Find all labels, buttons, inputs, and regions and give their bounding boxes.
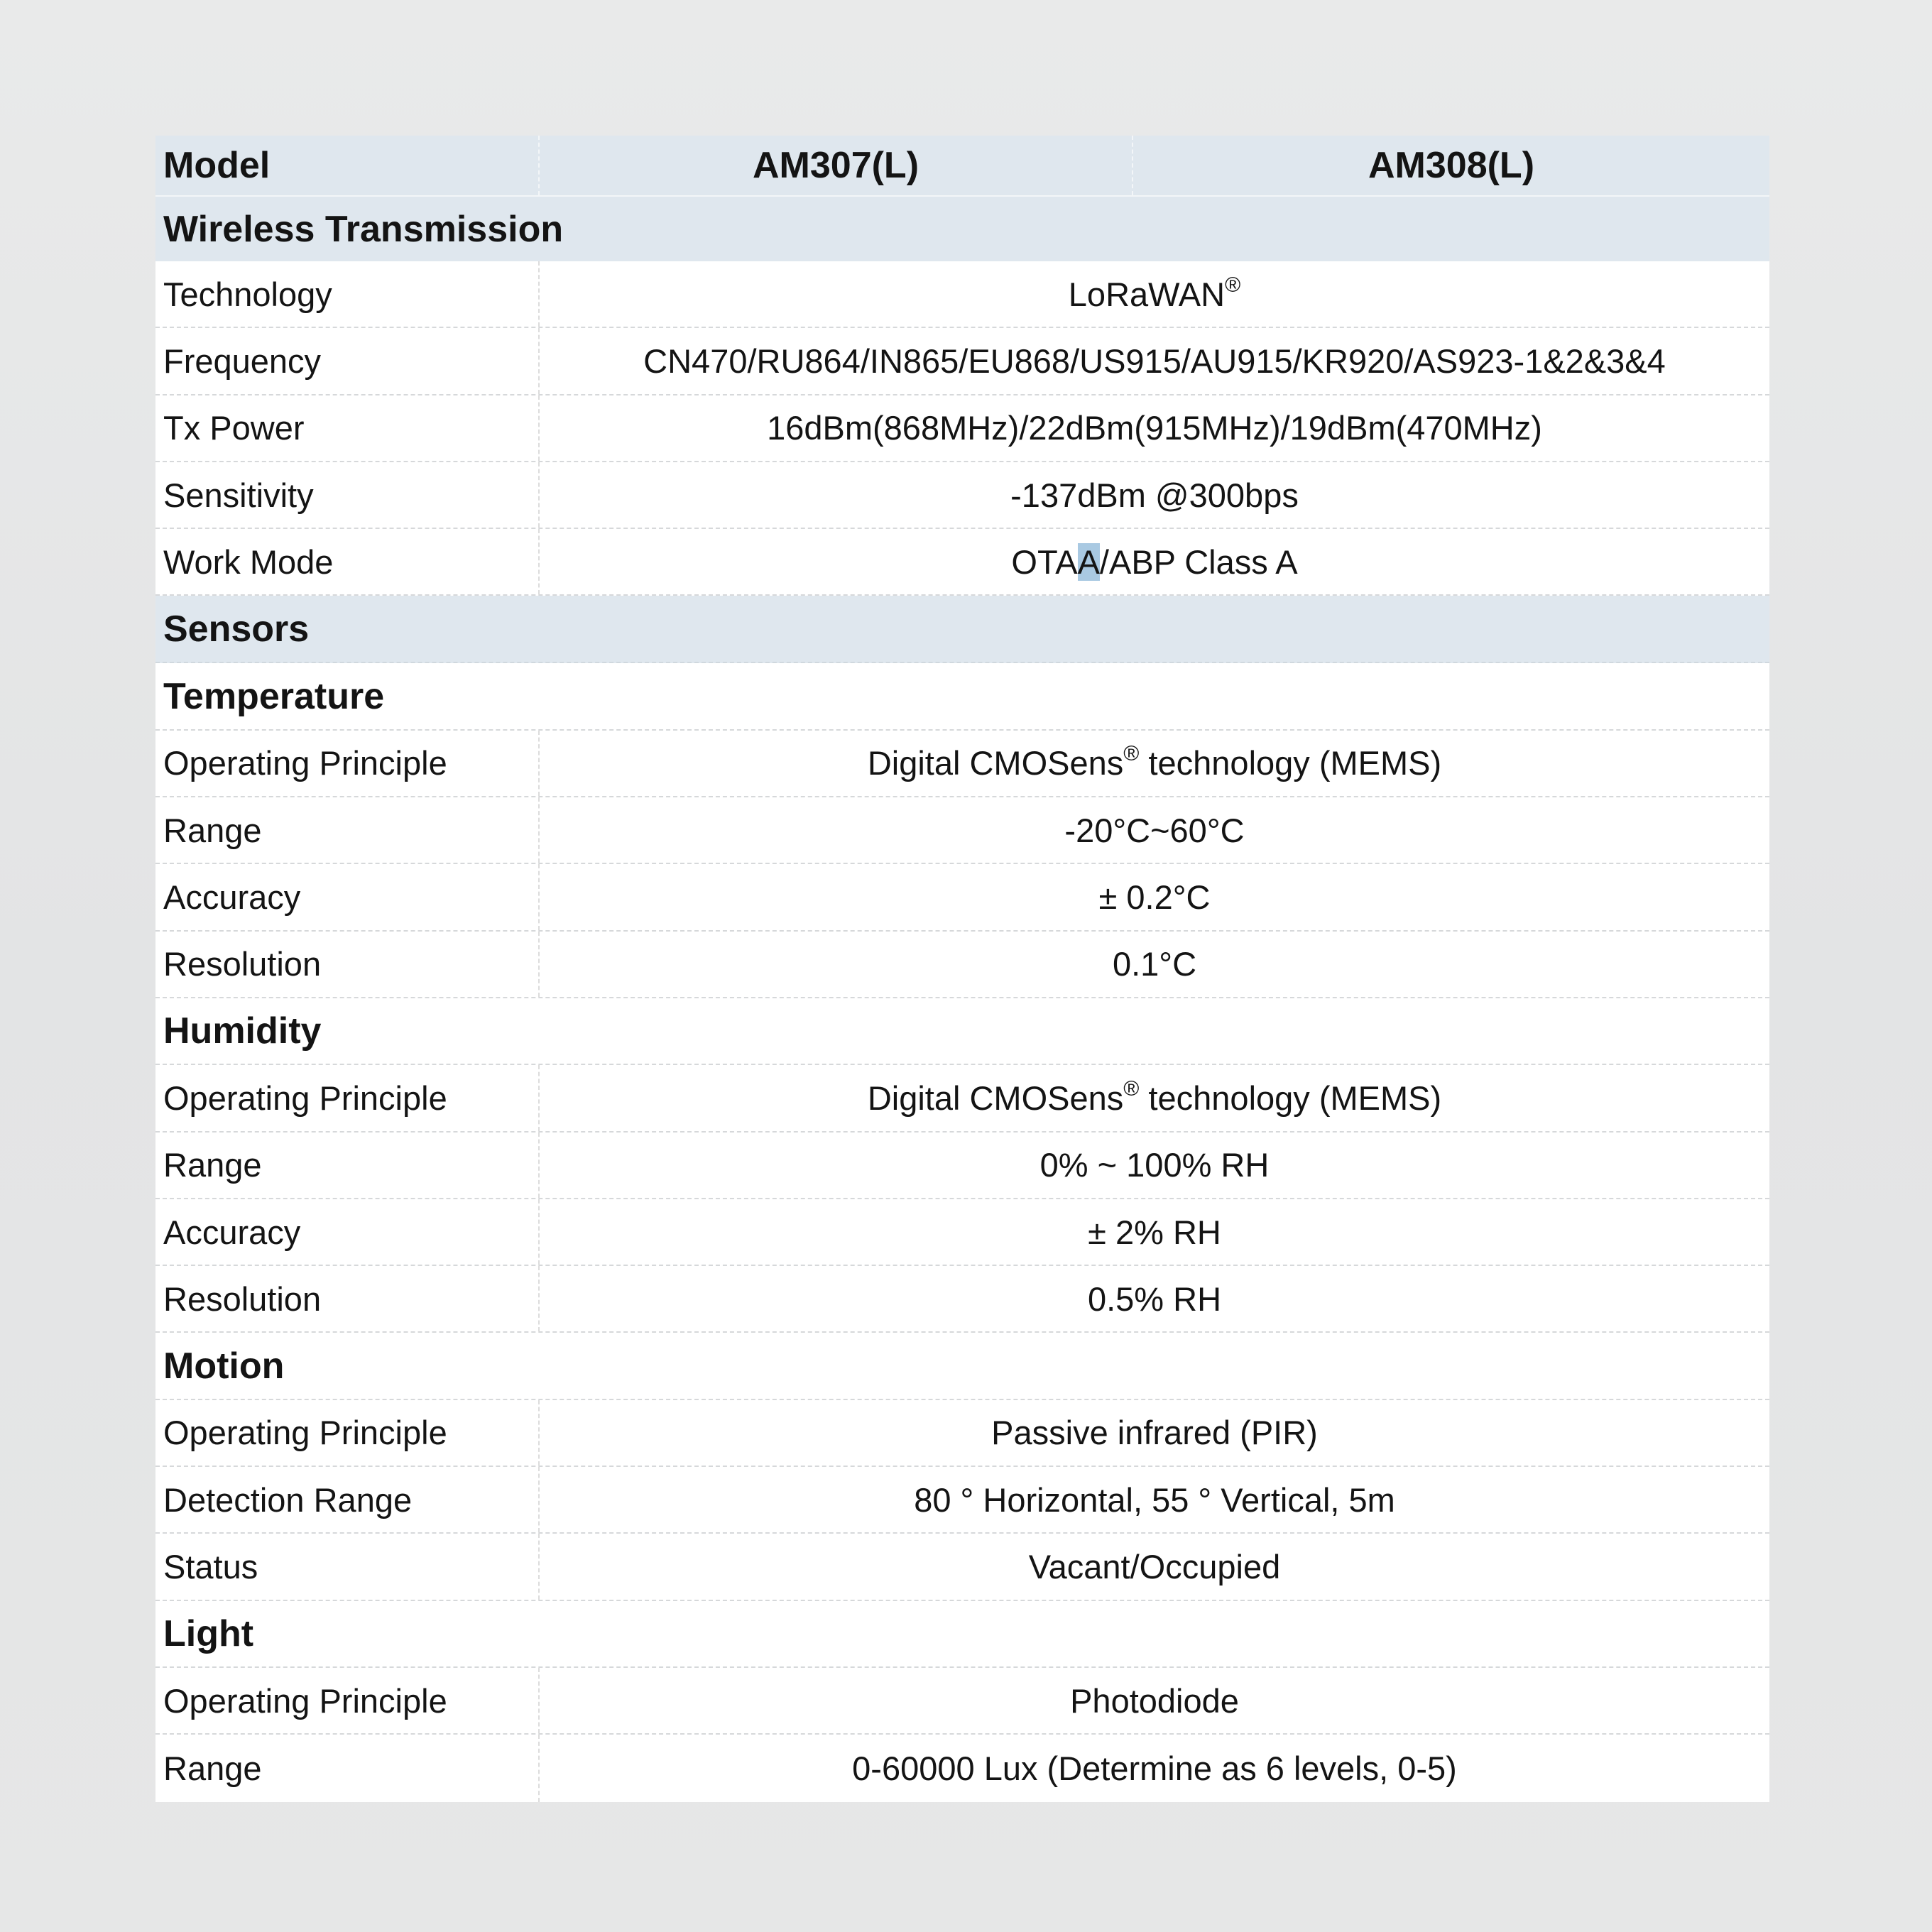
spec-value-text: OTA <box>1011 542 1078 581</box>
registered-mark: ® <box>1123 1076 1140 1101</box>
spec-label: Accuracy <box>155 864 540 929</box>
spec-row-temperature-operating-principle <box>155 731 1769 797</box>
spec-value: ± 2% RH <box>1088 1213 1221 1251</box>
section-wireless-transmission <box>155 197 1769 261</box>
model-am308l: AM308(L) <box>1368 145 1535 186</box>
spec-label: Accuracy <box>155 1199 540 1265</box>
spec-label: Detection Range <box>155 1467 540 1532</box>
spec-label: Sensitivity <box>155 462 540 528</box>
spec-label: Resolution <box>155 1266 540 1331</box>
spec-label: Tx Power <box>155 395 540 461</box>
subsection-humidity <box>155 998 1769 1065</box>
spec-row-temperature-resolution <box>155 932 1769 998</box>
spec-row-temperature-accuracy <box>155 864 1769 931</box>
subsection-light <box>155 1601 1769 1668</box>
subsection-temperature <box>155 663 1769 730</box>
spec-value: 0-60000 Lux (Determine as 6 levels, 0-5) <box>852 1749 1457 1787</box>
spec-value <box>540 743 1769 782</box>
subsection-motion <box>155 1333 1769 1399</box>
spec-value: -137dBm @300bps <box>1010 476 1299 514</box>
section-title: Wireless Transmission <box>163 208 564 250</box>
subsection-title: Temperature <box>163 675 385 717</box>
spec-row-technology <box>155 261 1769 328</box>
spec-row-work-mode <box>155 529 1769 596</box>
spec-value: 0.1°C <box>1112 945 1197 983</box>
spec-row-motion-detection-range <box>155 1467 1769 1534</box>
spec-row-motion-operating-principle <box>155 1400 1769 1467</box>
text-selection-highlight: A <box>1077 542 1100 581</box>
subsection-title: Motion <box>163 1345 285 1387</box>
spec-value: Vacant/Occupied <box>1028 1547 1281 1586</box>
spec-value: CN470/RU864/IN865/EU868/US915/AU915/KR920/AS923-1&2&3&4 <box>643 342 1666 380</box>
subsection-title: Light <box>163 1612 254 1654</box>
spec-row-tx-power <box>155 395 1769 462</box>
spec-value: 80 ° Horizontal, 55 ° Vertical, 5m <box>914 1480 1395 1519</box>
registered-mark: ® <box>1225 273 1241 297</box>
spec-label: Status <box>155 1534 540 1599</box>
spec-value[interactable] <box>540 542 1769 582</box>
spec-row-light-range <box>155 1735 1769 1801</box>
spec-value: Passive infrared (PIR) <box>991 1414 1318 1452</box>
spec-value-text: Digital CMOSens <box>867 1079 1124 1117</box>
spec-label: Range <box>155 797 540 863</box>
spec-row-motion-status <box>155 1534 1769 1600</box>
spec-label: Operating Principle <box>155 731 540 796</box>
spec-label: Frequency <box>155 328 540 393</box>
spec-label: Resolution <box>155 932 540 997</box>
spec-value: ± 0.2°C <box>1098 878 1211 917</box>
model-label: Model <box>155 136 540 195</box>
spec-value: 0% ~ 100% RH <box>1039 1146 1270 1184</box>
spec-value-text: LoRaWAN <box>1068 275 1226 313</box>
section-sensors <box>155 596 1769 663</box>
model-am307l: AM307(L) <box>540 136 1133 195</box>
spec-label: Operating Principle <box>155 1668 540 1733</box>
spec-value <box>540 1076 1769 1118</box>
spec-label: Work Mode <box>155 529 540 594</box>
spec-value: 0.5% RH <box>1087 1279 1222 1318</box>
spec-value: 16dBm(868MHz)/22dBm(915MHz)/19dBm(470MHz) <box>767 409 1542 447</box>
spec-value-text: /ABP Class A <box>1099 542 1298 581</box>
spec-row-humidity-range <box>155 1133 1769 1199</box>
spec-value: -20°C~60°C <box>1064 811 1245 849</box>
spec-row-light-operating-principle <box>155 1668 1769 1735</box>
registered-mark: ® <box>1123 742 1140 766</box>
spec-row-frequency <box>155 328 1769 395</box>
spec-value: Photodiode <box>1070 1681 1239 1720</box>
spec-label: Operating Principle <box>155 1065 540 1130</box>
spec-table <box>155 136 1769 1802</box>
spec-row-temperature-range <box>155 797 1769 864</box>
spec-value <box>540 275 1769 314</box>
spec-value-text: Digital CMOSens <box>867 744 1124 782</box>
spec-label: Operating Principle <box>155 1400 540 1466</box>
spec-row-sensitivity <box>155 462 1769 529</box>
spec-value-text: technology (MEMS) <box>1139 744 1442 782</box>
section-title: Sensors <box>163 608 310 650</box>
spec-label: Range <box>155 1735 540 1801</box>
subsection-title: Humidity <box>163 1010 322 1052</box>
spec-row-humidity-resolution <box>155 1266 1769 1333</box>
spec-label: Technology <box>155 261 540 327</box>
model-header-row <box>155 136 1769 197</box>
spec-row-humidity-operating-principle <box>155 1065 1769 1132</box>
spec-row-humidity-accuracy <box>155 1199 1769 1266</box>
spec-label: Range <box>155 1133 540 1198</box>
spec-value-text: technology (MEMS) <box>1139 1079 1442 1117</box>
